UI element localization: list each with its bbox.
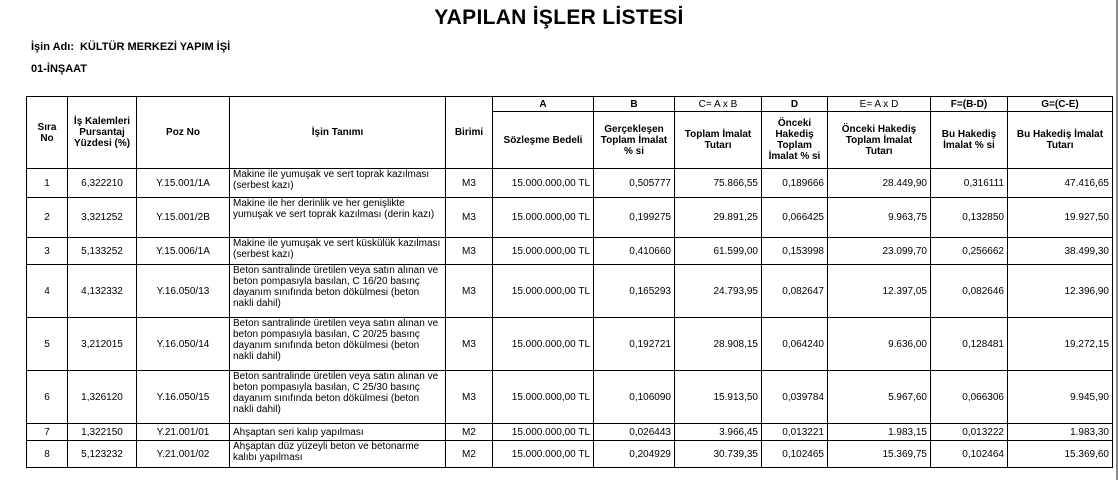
cell-onceki-yuzde: 0,102465 — [762, 441, 828, 468]
header-onceki-tutar: Önceki Hakediş Toplam İmalat Tutarı — [828, 112, 931, 169]
cell-pursantaj: 5,123232 — [68, 441, 137, 468]
cell-onceki-yuzde: 0,064240 — [762, 318, 828, 371]
cell-sozlesme-bedeli: 15.000.000,00 TL — [493, 265, 594, 318]
table-row — [27, 265, 1113, 318]
header-toplam-imalat-tutari: Toplam İmalat Tutarı — [675, 112, 762, 169]
cell-bu-hakedis-tutar: 12.396,90 — [1008, 265, 1113, 318]
cell-onceki-tutar: 9.963,75 — [828, 198, 931, 238]
cell-gerceklesen-yuzde: 0,106090 — [594, 371, 675, 424]
table-row — [27, 424, 1113, 441]
cell-onceki-tutar: 9.636,00 — [828, 318, 931, 371]
cell-pursantaj: 5,133252 — [68, 238, 137, 265]
cell-birimi: M3 — [446, 198, 493, 238]
cell-isin-tanimi: Beton santralinde üretilen veya satın alınan ve beton pompasıyla basılan, C 20/25 basınç dayanım sınıfında beton dökülmesi (beton nakli dahil) — [230, 318, 446, 371]
cell-onceki-tutar: 1.983,15 — [828, 424, 931, 441]
cell-pursantaj: 3,212015 — [68, 318, 137, 371]
header-gerceklesen-yuzde: Gerçekleşen Toplam İmalat % si — [594, 112, 675, 169]
cell-isin-tanimi: Ahşaptan düz yüzeyli beton ve betonarme kalıbı yapılması — [230, 441, 446, 468]
header-letter-f: F=(B-D) — [931, 97, 1008, 112]
job-name-value: KÜLTÜR MERKEZİ YAPIM İŞİ — [79, 41, 231, 53]
cell-toplam-imalat-tutari: 29.891,25 — [675, 198, 762, 238]
table-row — [27, 441, 1113, 468]
cell-gerceklesen-yuzde: 0,192721 — [594, 318, 675, 371]
cell-onceki-tutar: 15.369,75 — [828, 441, 931, 468]
cell-bu-hakedis-tutar: 19.927,50 — [1008, 198, 1113, 238]
cell-isin-tanimi: Makine ile yumuşak ve sert küskülük kazılması (serbest kazı) — [230, 238, 446, 265]
cell-pursantaj: 3,321252 — [68, 198, 137, 238]
cell-toplam-imalat-tutari: 24.793,95 — [675, 265, 762, 318]
cell-bu-hakedis-tutar: 1.983,30 — [1008, 424, 1113, 441]
cell-onceki-yuzde: 0,189666 — [762, 169, 828, 198]
cell-gerceklesen-yuzde: 0,165293 — [594, 265, 675, 318]
header-letter-c: C= A x B — [675, 97, 762, 112]
cell-gerceklesen-yuzde: 0,505777 — [594, 169, 675, 198]
cell-gerceklesen-yuzde: 0,199275 — [594, 198, 675, 238]
cell-sira-no: 7 — [27, 424, 68, 441]
table-row — [27, 371, 1113, 424]
cell-bu-hakedis-yuzde: 0,102464 — [931, 441, 1008, 468]
cell-toplam-imalat-tutari: 15.913,50 — [675, 371, 762, 424]
cell-sozlesme-bedeli: 15.000.000,00 TL — [493, 169, 594, 198]
cell-onceki-tutar: 5.967,60 — [828, 371, 931, 424]
cell-bu-hakedis-tutar: 47.416,65 — [1008, 169, 1113, 198]
header-letter-g: G=(C-E) — [1008, 97, 1113, 112]
cell-isin-tanimi: Makine ile her derinlik ve her genişlikte yumuşak ve sert toprak kazılması (derin kazı) — [230, 198, 446, 238]
table-row — [27, 238, 1113, 265]
cell-sozlesme-bedeli: 15.000.000,00 TL — [493, 371, 594, 424]
cell-isin-tanimi: Beton santralinde üretilen veya satın alınan ve beton pompasıyla basılan, C 25/30 basınç dayanım sınıfında beton dökülmesi (beton nakli dahil) — [230, 371, 446, 424]
header-onceki-yuzde: Önceki Hakediş Toplam İmalat % si — [762, 112, 828, 169]
cell-sozlesme-bedeli: 15.000.000,00 TL — [493, 441, 594, 468]
cell-sira-no: 4 — [27, 265, 68, 318]
table-row — [27, 169, 1113, 198]
cell-toplam-imalat-tutari: 30.739,35 — [675, 441, 762, 468]
cell-bu-hakedis-yuzde: 0,132850 — [931, 198, 1008, 238]
cell-pursantaj: 4,132332 — [68, 265, 137, 318]
cell-bu-hakedis-tutar: 9.945,90 — [1008, 371, 1113, 424]
cell-birimi: M2 — [446, 441, 493, 468]
cell-birimi: M3 — [446, 318, 493, 371]
table-row — [27, 318, 1113, 371]
cell-onceki-tutar: 23.099,70 — [828, 238, 931, 265]
cell-poz-no: Y.15.006/1A — [137, 238, 230, 265]
page-title: YAPILAN İŞLER LİSTESİ — [434, 6, 684, 29]
header-birimi: Birimi — [446, 97, 493, 169]
cell-birimi: M3 — [446, 265, 493, 318]
cell-sira-no: 3 — [27, 238, 68, 265]
cell-sozlesme-bedeli: 15.000.000,00 TL — [493, 424, 594, 441]
cell-bu-hakedis-tutar: 38.499,30 — [1008, 238, 1113, 265]
cell-bu-hakedis-yuzde: 0,316111 — [931, 169, 1008, 198]
cell-birimi: M2 — [446, 424, 493, 441]
cell-gerceklesen-yuzde: 0,410660 — [594, 238, 675, 265]
cell-onceki-yuzde: 0,153998 — [762, 238, 828, 265]
cell-sozlesme-bedeli: 15.000.000,00 TL — [493, 318, 594, 371]
cell-poz-no: Y.16.050/13 — [137, 265, 230, 318]
job-name-label: İşin Adı: — [31, 41, 74, 53]
cell-pursantaj: 1,322150 — [68, 424, 137, 441]
cell-poz-no: Y.21.001/02 — [137, 441, 230, 468]
cell-onceki-tutar: 28.449,90 — [828, 169, 931, 198]
cell-sira-no: 8 — [27, 441, 68, 468]
cell-onceki-yuzde: 0,082647 — [762, 265, 828, 318]
cell-onceki-yuzde: 0,066425 — [762, 198, 828, 238]
header-sira-no: Sıra No — [27, 97, 68, 169]
section-code: 01-İNŞAAT — [31, 63, 88, 75]
header-bu-hakedis-yuzde: Bu Hakediş İmalat % si — [931, 112, 1008, 169]
cell-poz-no: Y.21.001/01 — [137, 424, 230, 441]
cell-birimi: M3 — [446, 169, 493, 198]
table-row — [27, 198, 1113, 238]
cell-isin-tanimi: Ahşaptan seri kalıp yapılması — [230, 424, 446, 441]
header-letter-e: E= A x D — [828, 97, 931, 112]
cell-poz-no: Y.16.050/14 — [137, 318, 230, 371]
job-name-line — [31, 41, 230, 53]
cell-poz-no: Y.16.050/15 — [137, 371, 230, 424]
cell-sira-no: 6 — [27, 371, 68, 424]
header-pursantaj: İş Kalemleri Pursantaj Yüzdesi (%) — [68, 97, 137, 169]
cell-bu-hakedis-yuzde: 0,013222 — [931, 424, 1008, 441]
cell-sira-no: 1 — [27, 169, 68, 198]
cell-gerceklesen-yuzde: 0,204929 — [594, 441, 675, 468]
cell-toplam-imalat-tutari: 28.908,15 — [675, 318, 762, 371]
cell-pursantaj: 6,322210 — [68, 169, 137, 198]
cell-sira-no: 2 — [27, 198, 68, 238]
cell-bu-hakedis-yuzde: 0,082646 — [931, 265, 1008, 318]
cell-isin-tanimi: Beton santralinde üretilen veya satın alınan ve beton pompasıyla basılan, C 16/20 basınç dayanım sınıfında beton dökülmesi (beton nakli dahil) — [230, 265, 446, 318]
cell-pursantaj: 1,326120 — [68, 371, 137, 424]
works-table — [26, 96, 1113, 468]
cell-bu-hakedis-yuzde: 0,066306 — [931, 371, 1008, 424]
cell-gerceklesen-yuzde: 0,026443 — [594, 424, 675, 441]
cell-bu-hakedis-yuzde: 0,256662 — [931, 238, 1008, 265]
cell-onceki-tutar: 12.397,05 — [828, 265, 931, 318]
header-sozlesme-bedeli: Sözleşme Bedeli — [493, 112, 594, 169]
cell-onceki-yuzde: 0,013221 — [762, 424, 828, 441]
cell-toplam-imalat-tutari: 3.966,45 — [675, 424, 762, 441]
cell-poz-no: Y.15.001/2B — [137, 198, 230, 238]
header-isin-tanimi: İşin Tanımı — [230, 97, 446, 169]
cell-bu-hakedis-yuzde: 0,128481 — [931, 318, 1008, 371]
cell-birimi: M3 — [446, 371, 493, 424]
header-letter-d: D — [762, 97, 828, 112]
cell-sozlesme-bedeli: 15.000.000,00 TL — [493, 238, 594, 265]
cell-sozlesme-bedeli: 15.000.000,00 TL — [493, 198, 594, 238]
cell-toplam-imalat-tutari: 75.866,55 — [675, 169, 762, 198]
cell-toplam-imalat-tutari: 61.599,00 — [675, 238, 762, 265]
header-letter-a: A — [493, 97, 594, 112]
cell-onceki-yuzde: 0,039784 — [762, 371, 828, 424]
header-poz-no: Poz No — [137, 97, 230, 169]
header-letter-b: B — [594, 97, 675, 112]
cell-birimi: M3 — [446, 238, 493, 265]
cell-isin-tanimi: Makine ile yumuşak ve sert toprak kazılması (serbest kazı) — [230, 169, 446, 198]
header-bu-hakedis-tutar: Bu Hakediş İmalat Tutarı — [1008, 112, 1113, 169]
cell-sira-no: 5 — [27, 318, 68, 371]
cell-bu-hakedis-tutar: 19.272,15 — [1008, 318, 1113, 371]
cell-poz-no: Y.15.001/1A — [137, 169, 230, 198]
cell-bu-hakedis-tutar: 15.369,60 — [1008, 441, 1113, 468]
